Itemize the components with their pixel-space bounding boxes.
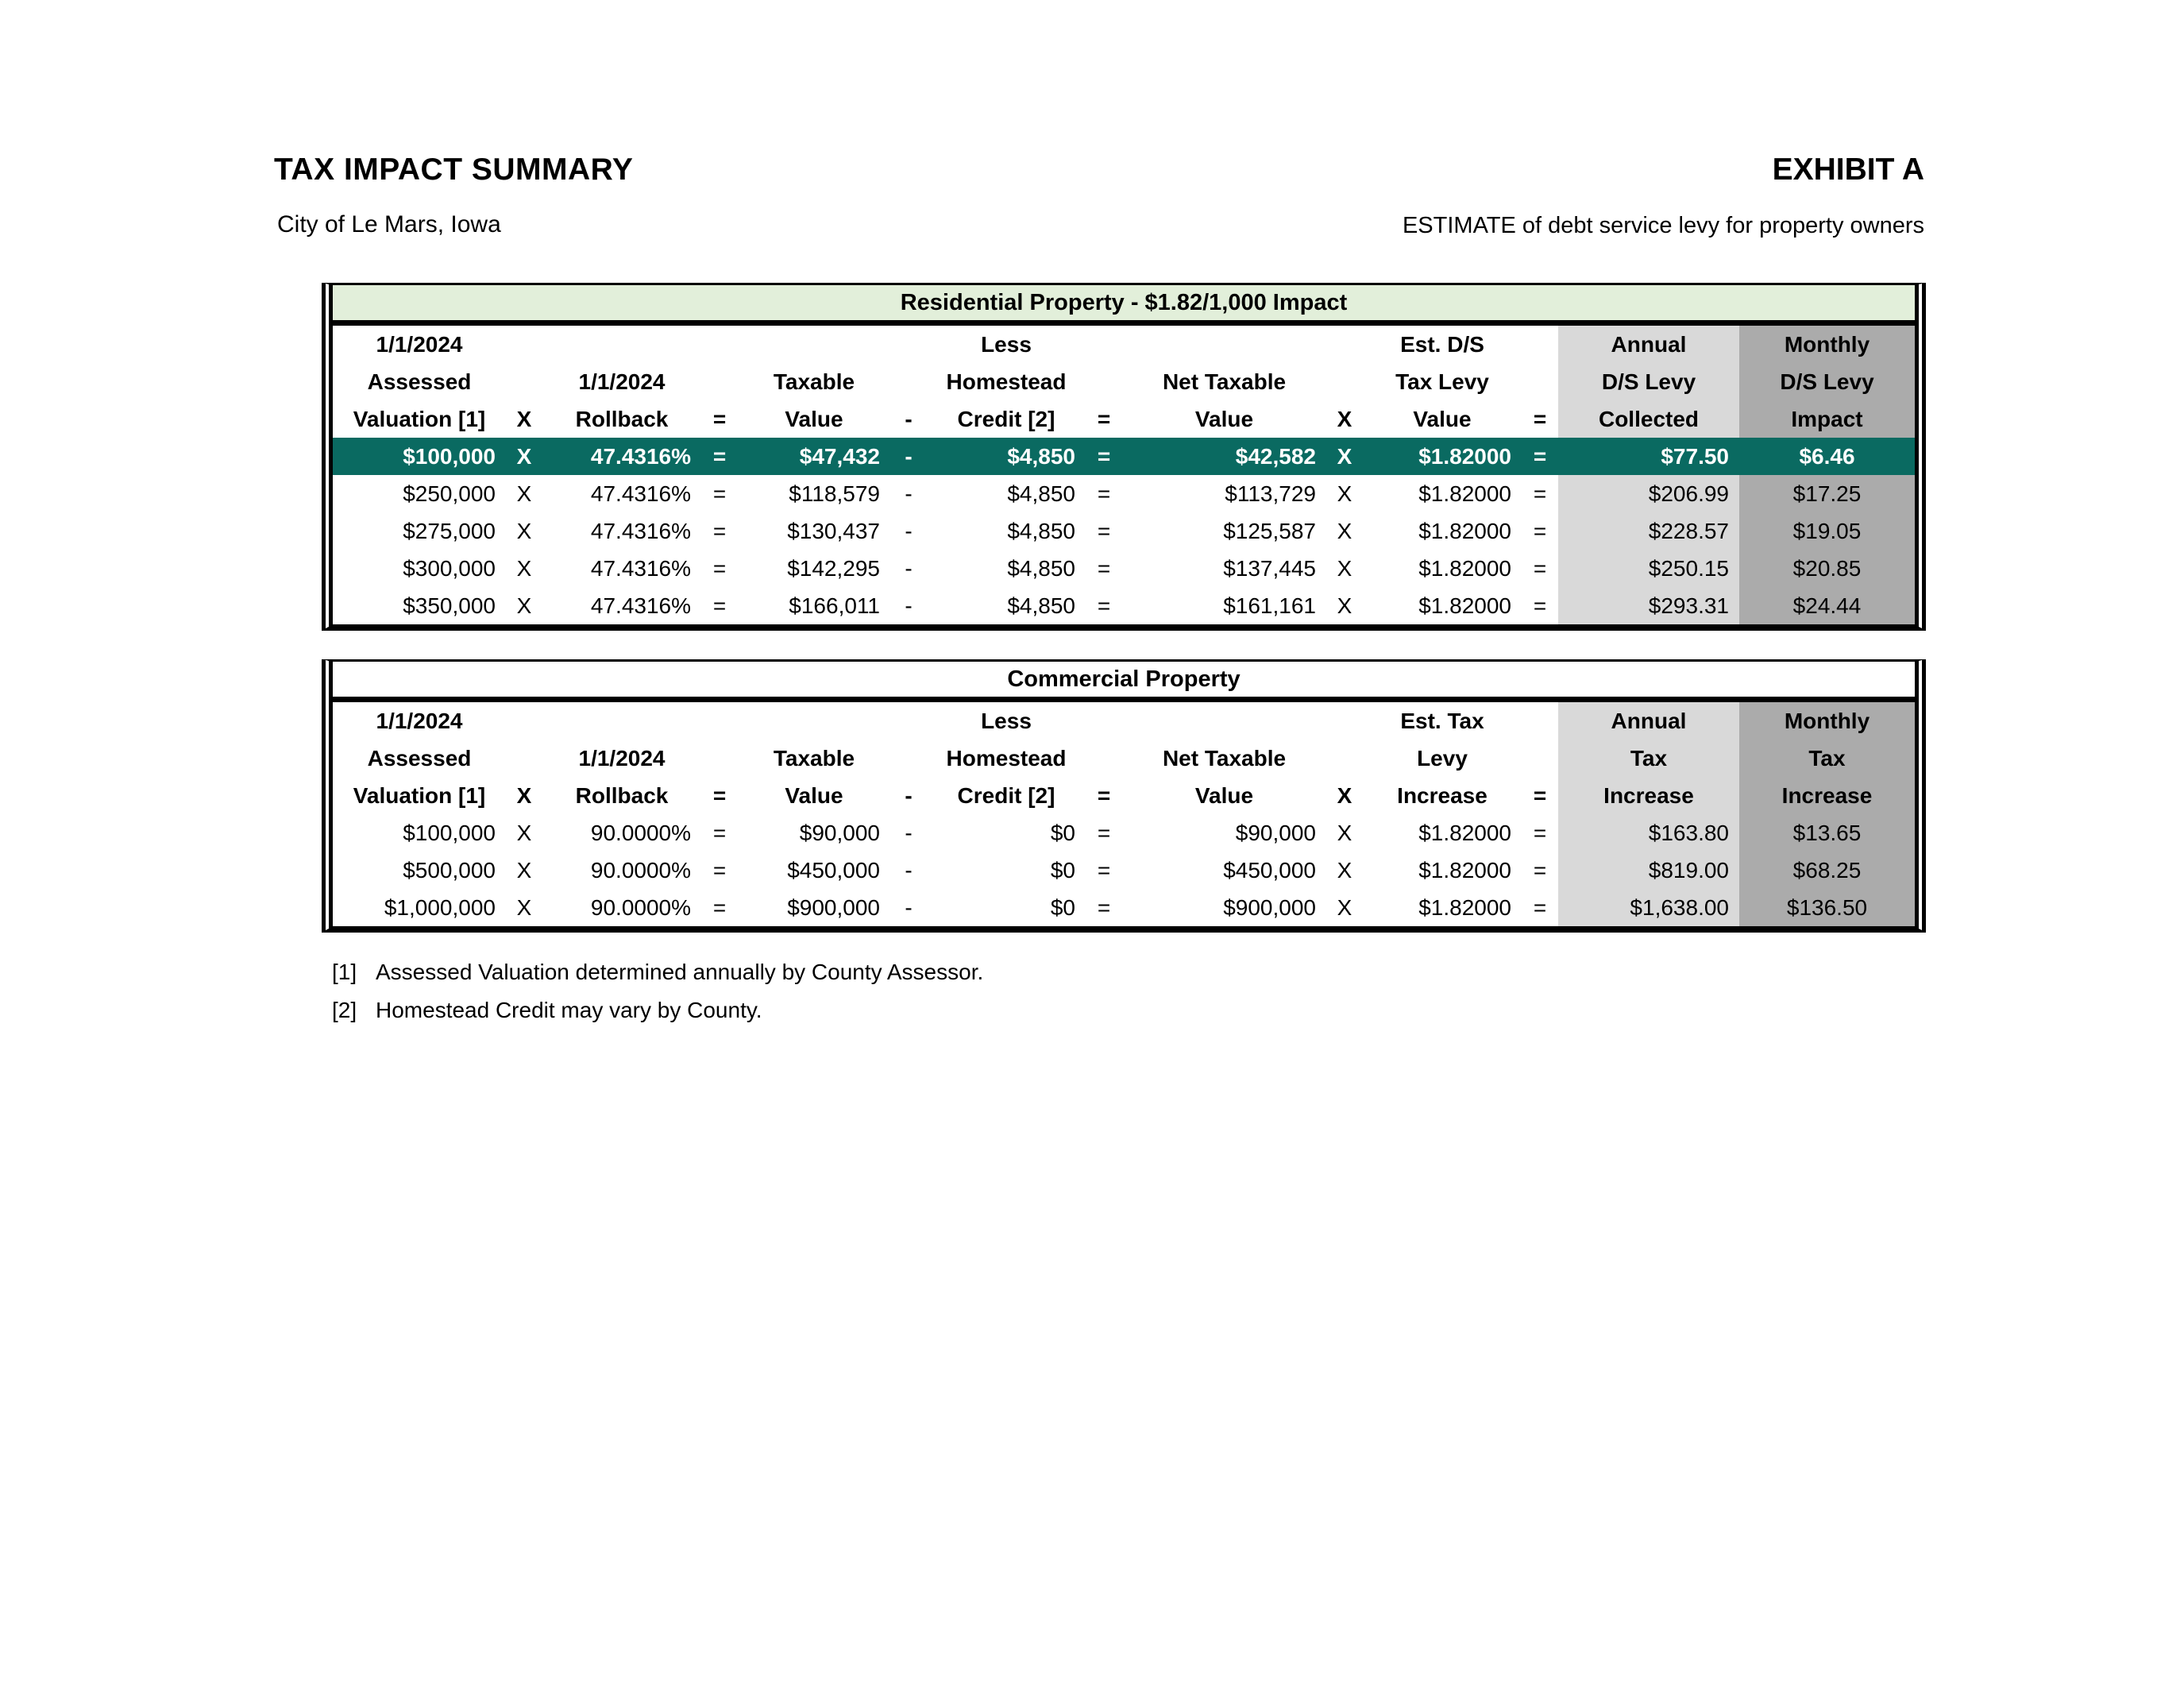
header-cell: D/S Levy (1739, 363, 1915, 400)
header-cell (701, 740, 738, 777)
table-cell: = (712, 593, 727, 618)
table-cell: = (1097, 481, 1111, 506)
header-cell: Tax Levy (1395, 369, 1489, 394)
table-cell: - (905, 857, 913, 883)
table-cell: = (712, 555, 727, 581)
table-cell: $4,850 (927, 438, 1086, 475)
table-cell: X (1337, 894, 1352, 920)
header-cell: Annual (1558, 326, 1739, 363)
table-cell: $1.82000 (1363, 438, 1522, 475)
table-cell: $450,000 (1223, 857, 1316, 883)
table-cell: $1.82000 (1418, 555, 1511, 581)
header-cell (1086, 702, 1122, 740)
table-cell: $293.31 (1558, 587, 1739, 624)
table-cell: = (1097, 894, 1111, 920)
table-cell: $166,011 (789, 593, 880, 618)
header-cell: X (516, 782, 532, 808)
table-cell: X (516, 555, 532, 581)
table-header-row (333, 400, 1915, 438)
header-cell: Rollback (575, 782, 669, 808)
table-cell: = (1097, 593, 1111, 618)
header-cell: - (905, 406, 913, 431)
table-cell: $142,295 (787, 555, 880, 581)
table-cell: X (516, 857, 532, 883)
table-cell: $300,000 (403, 555, 496, 581)
header-cell: Increase (1558, 777, 1739, 814)
table-cell: $118,579 (789, 481, 880, 506)
table-cell: = (1533, 894, 1547, 920)
table-cell: $100,000 (403, 820, 496, 845)
header-cell: Annual (1558, 702, 1739, 740)
table-cell: $47,432 (738, 438, 890, 475)
table-cell: $250,000 (403, 481, 496, 506)
header-cell (542, 326, 701, 363)
table-cell: $90,000 (1235, 820, 1316, 845)
table-cell: X (1337, 820, 1352, 845)
table-cell: $4,850 (1007, 481, 1075, 506)
header-cell: Taxable (773, 745, 855, 771)
header-cell (1326, 363, 1363, 400)
commercial-table-section (322, 659, 1926, 933)
table-row (333, 587, 1915, 624)
header-cell: 1/1/2024 (578, 745, 666, 771)
header-cell (890, 702, 927, 740)
table-cell: = (1533, 593, 1547, 618)
header-cell (506, 702, 542, 740)
table-header-row (333, 326, 1915, 363)
table-row (333, 475, 1915, 512)
table-cell: = (1097, 518, 1111, 543)
table-cell: $1,638.00 (1558, 889, 1739, 926)
table-cell: $13.65 (1739, 814, 1915, 852)
header-cell: Rollback (575, 406, 669, 431)
table-cell: $1.82000 (1418, 481, 1511, 506)
table-cell: $1.82000 (1418, 518, 1511, 543)
header-cell: X (1337, 782, 1352, 808)
table-cell: = (712, 894, 727, 920)
header-cell: Levy (1417, 745, 1468, 771)
table-header-row (333, 702, 1915, 740)
table-header-row (333, 777, 1915, 814)
table-cell: = (712, 518, 727, 543)
table-cell: $20.85 (1739, 550, 1915, 587)
header-cell (1326, 326, 1363, 363)
header-cell: Credit [2] (957, 782, 1055, 808)
residential-table-section (322, 283, 1926, 631)
table-cell: 47.4316% (542, 438, 701, 475)
table-cell: 47.4316% (590, 593, 691, 618)
table-cell: $500,000 (403, 857, 496, 883)
table-cell: $6.46 (1739, 438, 1915, 475)
table-cell: = (712, 820, 727, 845)
header-cell: X (1337, 406, 1352, 431)
table-cell: $206.99 (1558, 475, 1739, 512)
header-cell: = (712, 406, 727, 431)
header-cell (506, 326, 542, 363)
header-cell: D/S Levy (1558, 363, 1739, 400)
header-cell: Value (1194, 782, 1254, 808)
table-cell: = (701, 438, 738, 475)
table-cell: $1,000,000 (384, 894, 496, 920)
header-cell (506, 740, 542, 777)
table-cell: - (905, 518, 913, 543)
header-cell: 1/1/2024 (376, 708, 463, 733)
header-cell (738, 326, 890, 363)
table-cell: $19.05 (1739, 512, 1915, 550)
header-cell (701, 363, 738, 400)
header-cell: Net Taxable (1162, 745, 1287, 771)
table-cell: = (1533, 820, 1547, 845)
table-cell: X (516, 820, 532, 845)
table-cell: X (1337, 857, 1352, 883)
footnote-1 (332, 953, 983, 991)
table-row (333, 852, 1915, 889)
table-cell: $1.82000 (1418, 857, 1511, 883)
table-cell: X (1337, 593, 1352, 618)
table-cell: $819.00 (1558, 852, 1739, 889)
table-cell: $77.50 (1558, 438, 1739, 475)
header-cell: Valuation [1] (353, 406, 486, 431)
table-header-row (333, 363, 1915, 400)
footnote-text: Assessed Valuation determined annually by County Assessor. (376, 960, 984, 984)
table-cell: $450,000 (787, 857, 880, 883)
header-cell (738, 702, 890, 740)
header-cell: Credit [2] (957, 406, 1055, 431)
table-cell: 90.0000% (590, 857, 691, 883)
header-cell (890, 740, 927, 777)
table-cell: $0 (1050, 857, 1075, 883)
header-cell (1522, 740, 1558, 777)
header-cell: Taxable (773, 369, 855, 394)
table-cell: = (1533, 518, 1547, 543)
header-cell: Less (981, 331, 1032, 357)
table-cell: $137,445 (1223, 555, 1316, 581)
header-cell: Impact (1739, 400, 1915, 438)
table-cell: $900,000 (787, 894, 880, 920)
table-cell: = (1097, 555, 1111, 581)
table-cell: $163.80 (1558, 814, 1739, 852)
table-cell: $100,000 (333, 438, 506, 475)
commercial-table-title: Commercial Property (333, 662, 1915, 702)
table-cell: = (712, 857, 727, 883)
header-cell: Increase (1397, 782, 1488, 808)
table-cell: = (1097, 857, 1111, 883)
table-cell: $900,000 (1223, 894, 1316, 920)
page-title: TAX IMPACT SUMMARY (274, 153, 634, 187)
table-row (333, 512, 1915, 550)
exhibit-note: ESTIMATE of debt service levy for property owners (1402, 213, 1924, 238)
header-cell: Value (785, 406, 843, 431)
table-cell: $4,850 (1007, 593, 1075, 618)
table-cell: $4,850 (1007, 555, 1075, 581)
header-cell: Assessed (367, 369, 472, 394)
table-cell: $113,729 (1225, 481, 1316, 506)
table-cell: $130,437 (787, 518, 880, 543)
header-cell: Assessed (367, 745, 472, 771)
table-cell: = (1522, 438, 1558, 475)
table-cell: $17.25 (1739, 475, 1915, 512)
header-cell: = (712, 782, 727, 808)
header-cell: Net Taxable (1162, 369, 1287, 394)
table-cell: $250.15 (1558, 550, 1739, 587)
table-cell: 47.4316% (590, 555, 691, 581)
table-row (333, 438, 1915, 475)
table-cell: $228.57 (1558, 512, 1739, 550)
table-cell: = (1086, 438, 1122, 475)
header-cell (701, 326, 738, 363)
header-cell (890, 326, 927, 363)
header-cell: 1/1/2024 (578, 369, 666, 394)
header-cell: Tax (1558, 740, 1739, 777)
table-cell: = (1533, 481, 1547, 506)
residential-table-title: Residential Property - $1.82/1,000 Impact (333, 285, 1915, 326)
header-cell: Less (981, 708, 1032, 733)
header-cell (1326, 740, 1363, 777)
table-row (333, 814, 1915, 852)
table-cell: = (1533, 857, 1547, 883)
header-cell (1086, 740, 1122, 777)
page-subtitle: City of Le Mars, Iowa (277, 211, 501, 238)
table-cell: $1.82000 (1418, 593, 1511, 618)
table-cell: $350,000 (403, 593, 496, 618)
footnote-marker: [1] (332, 960, 357, 984)
header-cell (1122, 326, 1326, 363)
header-cell (701, 702, 738, 740)
header-cell (542, 702, 701, 740)
table-cell: - (905, 894, 913, 920)
table-cell: X (516, 894, 532, 920)
table-cell: 90.0000% (590, 894, 691, 920)
header-cell: Homestead (946, 745, 1067, 771)
header-cell: = (1533, 406, 1547, 431)
table-header-row (333, 740, 1915, 777)
header-cell: - (905, 782, 913, 808)
header-cell: X (516, 406, 532, 431)
table-cell: - (905, 555, 913, 581)
header-cell (1522, 363, 1558, 400)
header-cell: Monthly (1739, 702, 1915, 740)
table-cell: X (516, 518, 532, 543)
header-cell: 1/1/2024 (376, 331, 463, 357)
header-cell (1522, 702, 1558, 740)
header-cell: Value (1413, 406, 1472, 431)
table-cell: = (712, 481, 727, 506)
table-cell: - (905, 593, 913, 618)
header-cell (506, 363, 542, 400)
table-cell: $125,587 (1223, 518, 1316, 543)
header-cell: = (1097, 782, 1111, 808)
table-cell: = (1097, 820, 1111, 845)
table-cell: $0 (1050, 894, 1075, 920)
header-cell (890, 363, 927, 400)
table-cell: 47.4316% (590, 481, 691, 506)
table-cell: X (1337, 555, 1352, 581)
header-cell: Increase (1739, 777, 1915, 814)
exhibit-label: EXHIBIT A (1772, 153, 1924, 187)
table-cell: X (516, 481, 532, 506)
table-cell: $161,161 (1223, 593, 1316, 618)
header-cell: Valuation [1] (353, 782, 486, 808)
header-cell: Tax (1739, 740, 1915, 777)
header-cell (1086, 363, 1122, 400)
header-cell: = (1097, 406, 1111, 431)
footnote-2 (332, 991, 983, 1029)
header-cell: Collected (1558, 400, 1739, 438)
footnote-text: Homestead Credit may vary by County. (376, 998, 762, 1022)
header-cell (1122, 702, 1326, 740)
table-cell: $1.82000 (1418, 894, 1511, 920)
table-cell: X (1337, 518, 1352, 543)
table-row (333, 889, 1915, 926)
header-cell: Monthly (1739, 326, 1915, 363)
header-cell (1326, 702, 1363, 740)
footnote-marker: [2] (332, 998, 357, 1022)
table-cell: X (516, 593, 532, 618)
table-cell: 90.0000% (590, 820, 691, 845)
header-cell: = (1533, 782, 1547, 808)
table-cell: 47.4316% (590, 518, 691, 543)
header-cell: Est. Tax (1400, 708, 1484, 733)
table-cell: $42,582 (1122, 438, 1326, 475)
table-cell: $0 (1050, 820, 1075, 845)
commercial-table (333, 702, 1915, 926)
table-cell: - (890, 438, 927, 475)
header-cell (1086, 326, 1122, 363)
residential-table (333, 326, 1915, 624)
header-cell: Value (785, 782, 843, 808)
header-cell: Homestead (946, 369, 1067, 394)
table-cell: X (1337, 481, 1352, 506)
table-row (333, 550, 1915, 587)
table-cell: X (1326, 438, 1363, 475)
table-cell: $4,850 (1007, 518, 1075, 543)
header-cell: Est. D/S (1400, 331, 1484, 357)
table-cell: $136.50 (1739, 889, 1915, 926)
table-cell: - (905, 481, 913, 506)
table-cell: $24.44 (1739, 587, 1915, 624)
footnotes (332, 953, 983, 1029)
header-cell (1522, 326, 1558, 363)
table-cell: = (1533, 555, 1547, 581)
header-cell: Value (1194, 406, 1254, 431)
table-cell: $1.82000 (1418, 820, 1511, 845)
table-cell: $275,000 (403, 518, 496, 543)
table-cell: $90,000 (799, 820, 880, 845)
table-cell: - (905, 820, 913, 845)
table-cell: $68.25 (1739, 852, 1915, 889)
table-cell: X (506, 438, 542, 475)
